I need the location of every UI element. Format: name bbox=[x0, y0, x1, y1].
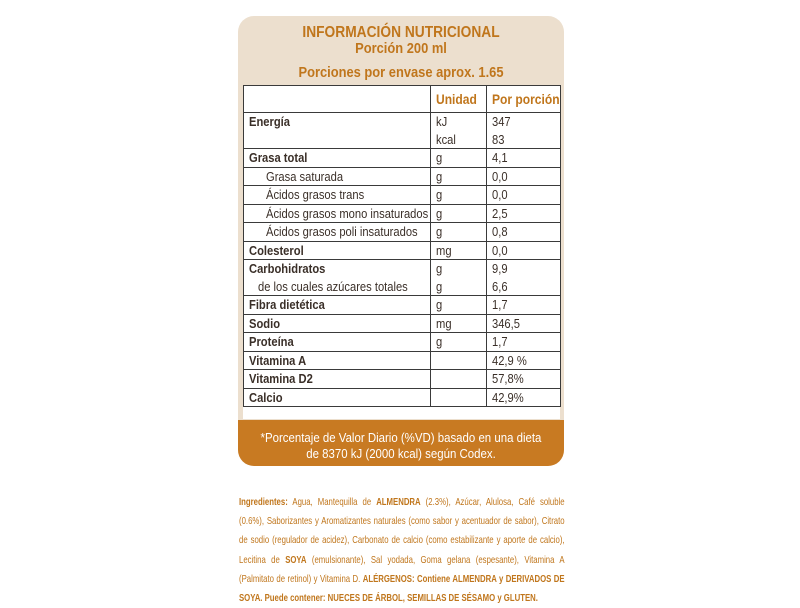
table-row bbox=[244, 113, 561, 131]
nutrition-label bbox=[238, 16, 564, 466]
ingredients-label: Ingredientes: bbox=[239, 496, 288, 508]
nutrient-name: Ácidos grasos poli insaturados bbox=[244, 223, 431, 242]
nutrient-unit bbox=[431, 351, 487, 370]
label-title: INFORMACIÓN NUTRICIONAL bbox=[302, 24, 500, 41]
nutrient-value: 346,5 bbox=[487, 314, 561, 333]
nutrient-unit: g bbox=[431, 204, 487, 223]
table-row bbox=[244, 296, 561, 315]
daily-value-footnote bbox=[238, 420, 564, 466]
table-row bbox=[244, 186, 561, 205]
nutrient-name: Calcio bbox=[244, 388, 431, 407]
nutrient-unit bbox=[431, 388, 487, 407]
allergen-almendra: ALMENDRA bbox=[376, 496, 421, 508]
nutrient-value: 1,7 bbox=[487, 333, 561, 352]
nutrient-value: 0,0 bbox=[487, 241, 561, 260]
table-row bbox=[244, 167, 561, 186]
allergens-statement: ALÉRGENOS: Contiene ALMENDRA y DERIVADOS DE SOYA. Puede contener: NUECES DE ÁRBOL, SEMILLAS DE SÉSAMO y GLUTEN. bbox=[239, 572, 565, 605]
header-empty-cell bbox=[244, 86, 431, 113]
nutrient-value: 347 bbox=[487, 113, 561, 131]
table-row bbox=[244, 241, 561, 260]
nutrient-unit: mg bbox=[431, 314, 487, 333]
nutrient-unit bbox=[431, 370, 487, 389]
nutrient-name: Energía bbox=[244, 113, 431, 131]
nutrient-unit: kJ bbox=[431, 113, 487, 131]
nutrient-unit: g bbox=[431, 149, 487, 168]
nutrient-value: 42,9% bbox=[487, 388, 561, 407]
nutrient-value: 2,5 bbox=[487, 204, 561, 223]
table-row bbox=[244, 388, 561, 407]
footnote-line-2: de 8370 kJ (2000 kcal) según Codex. bbox=[306, 446, 496, 461]
nutrient-unit: kcal bbox=[431, 131, 487, 149]
nutrient-name: Proteína bbox=[244, 333, 431, 352]
nutrient-name: Sodio bbox=[244, 314, 431, 333]
nutrient-unit: mg bbox=[431, 241, 487, 260]
nutrient-unit: g bbox=[431, 223, 487, 242]
table-row bbox=[244, 333, 561, 352]
footnote-line-1: *Porcentaje de Valor Diario (%VD) basado en una dieta bbox=[260, 430, 542, 445]
nutrient-value: 0,0 bbox=[487, 167, 561, 186]
nutrient-value: 4,1 bbox=[487, 149, 561, 168]
ingredients-text-1: Agua, Mantequilla de bbox=[287, 496, 377, 508]
column-header-unit: Unidad bbox=[431, 86, 487, 113]
nutrition-table bbox=[243, 85, 560, 419]
ingredients-text-2: (2.3%), Azúcar, Alulosa, Café soluble (0.6%), Saborizantes y Aromatizantes naturales (como sabor y acentuador de sabor), Citrato de sodio (regulador de acidez), Carbonato de calcio (como estabilizante y aporte de calcio), Lecitina de bbox=[239, 496, 565, 566]
nutrient-name: de los cuales azúcares totales bbox=[244, 278, 431, 296]
nutrient-value: 83 bbox=[487, 131, 561, 149]
nutrient-name: Carbohidratos bbox=[244, 260, 431, 278]
column-header-portion: Por porción bbox=[487, 86, 561, 113]
nutrient-value: 1,7 bbox=[487, 296, 561, 315]
table-row bbox=[244, 204, 561, 223]
nutrient-name: Fibra dietética bbox=[244, 296, 431, 315]
servings-per-container: Porciones por envase aprox. 1.65 bbox=[298, 64, 504, 81]
ingredients-paragraph bbox=[239, 493, 564, 608]
nutrient-name: Ácidos grasos trans bbox=[244, 186, 431, 205]
nutrient-value: 42,9 % bbox=[487, 351, 561, 370]
nutrient-value: 6,6 bbox=[487, 278, 561, 296]
nutrient-name: Vitamina A bbox=[244, 351, 431, 370]
nutrient-name: Vitamina D2 bbox=[244, 370, 431, 389]
table-header-row bbox=[244, 86, 561, 113]
table-row bbox=[244, 260, 561, 278]
allergen-soya: SOYA bbox=[285, 553, 307, 566]
table-row bbox=[244, 370, 561, 389]
nutrient-name bbox=[244, 131, 431, 149]
table-row bbox=[244, 314, 561, 333]
table-row bbox=[244, 278, 561, 296]
nutrient-name: Ácidos grasos mono insaturados bbox=[244, 204, 431, 223]
ingredients-text-3: (emulsionante), Sal yodada, Goma gelana (espesante), Vitamina A (Palmitato de retinol) y Vitamina D. bbox=[239, 553, 565, 585]
nutrient-name: Colesterol bbox=[244, 241, 431, 260]
nutrient-name: Grasa total bbox=[244, 149, 431, 168]
table-row bbox=[244, 223, 561, 242]
nutrient-unit: g bbox=[431, 333, 487, 352]
nutrient-unit: g bbox=[431, 296, 487, 315]
table-row bbox=[244, 131, 561, 149]
nutrient-unit: g bbox=[431, 186, 487, 205]
nutrient-name: Grasa saturada bbox=[244, 167, 431, 186]
nutrient-unit: g bbox=[431, 167, 487, 186]
nutrient-value: 0,0 bbox=[487, 186, 561, 205]
nutrient-unit: g bbox=[431, 278, 487, 296]
nutrient-value: 0,8 bbox=[487, 223, 561, 242]
nutrient-unit: g bbox=[431, 260, 487, 278]
nutrient-value: 57,8% bbox=[487, 370, 561, 389]
table-row bbox=[244, 351, 561, 370]
nutrient-value: 9,9 bbox=[487, 260, 561, 278]
portion-size: Porción 200 ml bbox=[355, 40, 447, 57]
table-row bbox=[244, 149, 561, 168]
